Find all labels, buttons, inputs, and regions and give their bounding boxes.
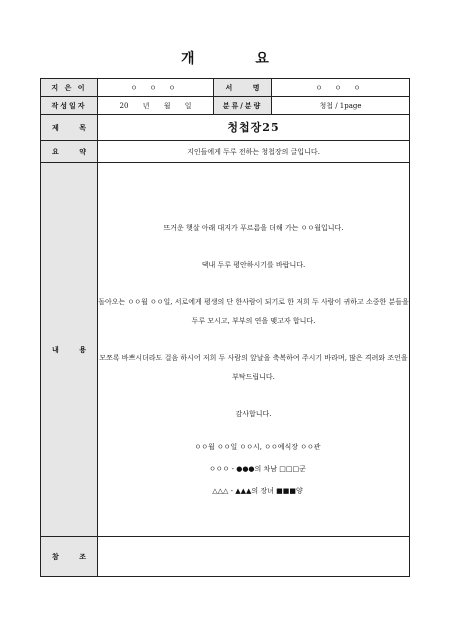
content-row bbox=[41, 163, 410, 537]
date-label: 작성일자 bbox=[41, 97, 98, 115]
author-row bbox=[41, 79, 410, 97]
date-year: 20 bbox=[119, 101, 129, 110]
summary-row bbox=[41, 141, 410, 163]
page-title: 개 요 bbox=[181, 51, 297, 67]
event-datetime-venue: ㅇㅇ월 ㅇㅇ일 ㅇㅇ시, ㅇㅇ예식장 ㅇㅇ관 bbox=[194, 442, 321, 451]
event-groom: ㅇㅇㅇ - ●●●의 차남 □□□군 bbox=[209, 464, 306, 473]
date-month-unit: 월 bbox=[163, 101, 171, 110]
event-bride: △△△ - ▲▲▲의 장녀 ■■■양 bbox=[212, 486, 303, 495]
summary-label: 요 약 bbox=[41, 141, 98, 163]
reference-row bbox=[41, 537, 410, 577]
content-body bbox=[98, 163, 410, 537]
signature-label: 서 명 bbox=[214, 79, 272, 97]
signature-value: ㅇ ㅇ ㅇ bbox=[272, 79, 410, 97]
date-day-unit: 일 bbox=[184, 101, 192, 110]
author-value: ㅇ ㅇ ㅇ bbox=[98, 79, 214, 97]
summary-value: 지인들에게 두루 전하는 청첩장의 글입니다. bbox=[98, 141, 410, 163]
reference-label: 참 조 bbox=[41, 537, 98, 577]
subject-row bbox=[41, 115, 410, 141]
subject-label: 제 목 bbox=[41, 115, 98, 141]
date-year-unit: 년 bbox=[142, 101, 150, 110]
content-paragraph: 돌아오는 ㅇㅇ월 ㅇㅇ일, 서로에게 평생의 단 한사람이 되기로 한 저희 두 사람이 귀하고 소중한 분들을 두루 모시고, 부부의 연을 맺고자 합니다. bbox=[98, 297, 409, 325]
date-row bbox=[41, 97, 410, 115]
summary-form-table bbox=[40, 78, 410, 577]
category-label: 분류/분량 bbox=[214, 97, 272, 115]
reference-value bbox=[98, 537, 410, 577]
content-label: 내 용 bbox=[41, 163, 98, 537]
author-label: 지 은 이 bbox=[41, 79, 98, 97]
category-value: 청첩 / 1page bbox=[272, 97, 410, 115]
content-paragraph: 모쪼록 바쁘시더라도 걸음 하시어 저희 두 사람의 앞날을 축복하여 주시기 바라며, 많은 격려와 조언을 부탁드립니다. bbox=[99, 353, 408, 381]
content-paragraph: 감사합니다. bbox=[235, 409, 272, 418]
content-paragraph: 뜨거운 햇살 아래 대지가 푸르름을 더해 가는 ㅇㅇ월입니다. bbox=[163, 223, 344, 232]
subject-value: 청첩장25 bbox=[98, 115, 410, 141]
content-paragraph: 댁내 두루 평안하시기를 바랍니다. bbox=[201, 260, 306, 269]
date-value bbox=[98, 97, 214, 115]
